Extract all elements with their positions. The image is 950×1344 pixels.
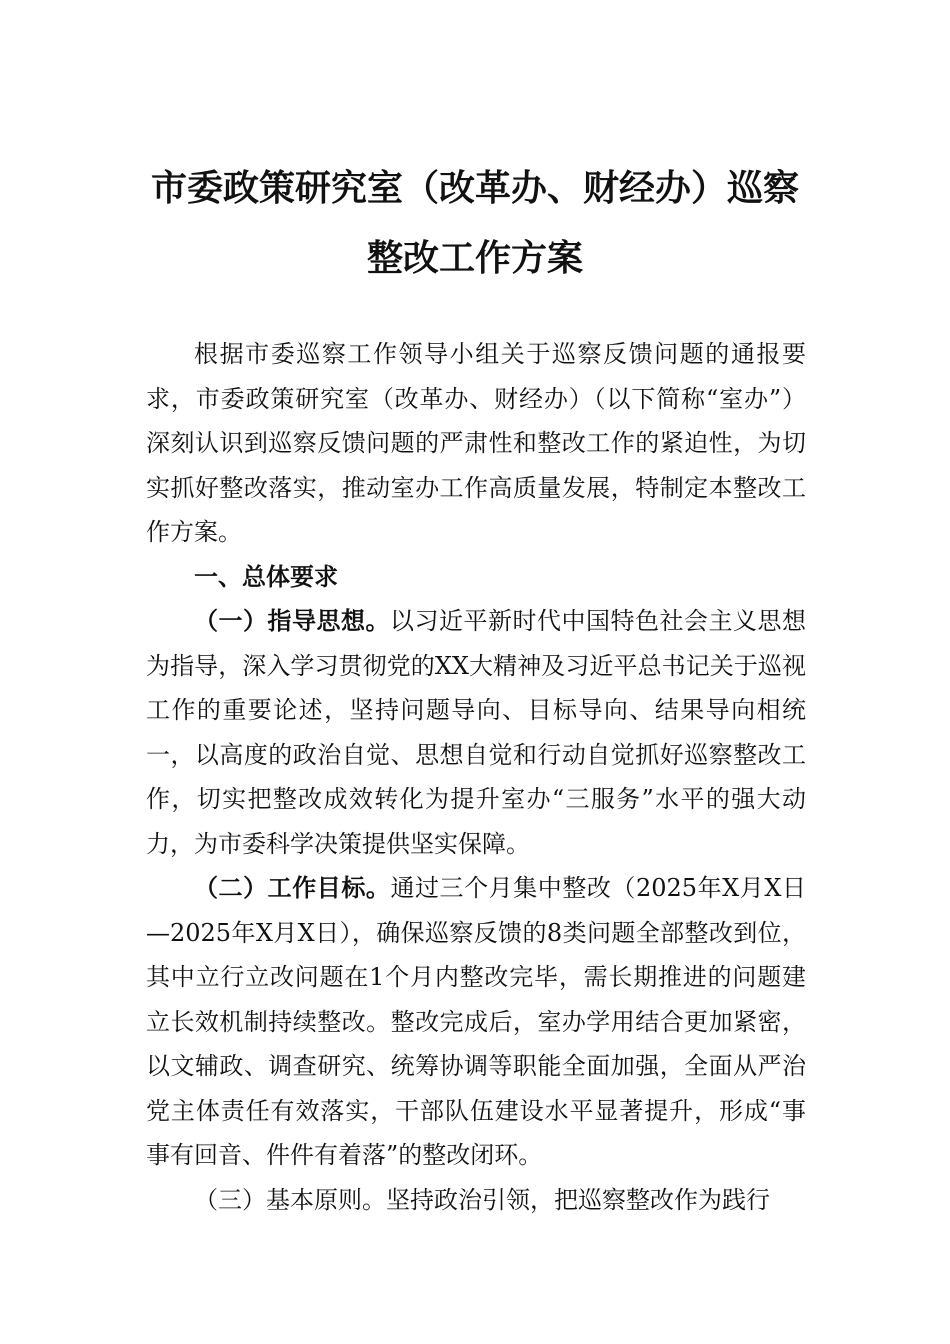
basic-principles-paragraph xyxy=(146,1178,806,1223)
document-title-line-2: 整改工作方案 xyxy=(366,237,583,279)
work-goal-label: （二）工作目标。 xyxy=(194,873,391,902)
work-goal-paragraph xyxy=(146,866,806,1178)
document-title-line-1: 市委政策研究室（改革办、财经办）巡察 xyxy=(150,167,799,209)
intro-paragraph: 根据市委巡察工作领导小组关于巡察反馈问题的通报要求，市委政策研究室（改革办、财经办）（以下简称“室办”）深刻认识到巡察反馈问题的严肃性和整改工作的紧迫性，为切实抓好整改落实，推动室办工作高质量发展，特制定本整改工作方案。 xyxy=(146,340,806,546)
work-goal-text: 通过三个月集中整改（2025年X月X日—2025年X月X日），确保巡察反馈的8类问题全部整改到位，其中立行立改问题在1个月内整改完毕，需长期推进的问题建立长效机制持续整改。整改完成后，室办学用结合更加紧密，以文辅政、调查研究、统筹协调等职能全面加强，全面从严治党主体责任有效落实，干部队伍建设水平显著提升，形成“事事有回音、件件有着落”的整改闭环。 xyxy=(146,874,807,1169)
document-body xyxy=(146,332,806,1222)
basic-principles-text: 坚持政治引领，把巡察整改作为践行 xyxy=(386,1185,770,1214)
guiding-ideology-text: 以习近平新时代中国特色社会主义思想为指导，深入学习贯彻党的XX大精神及习近平总书记关于巡视工作的重要论述，坚持问题导向、目标导向、结果导向相统一，以高度的政治自觉、思想自觉和行动自觉抓好巡察整改工作，切实把整改成效转化为提升室办“三服务”水平的强大动力，为市委科学决策提供坚实保障。 xyxy=(146,607,806,858)
guiding-ideology-label: （一）指导思想。 xyxy=(194,606,390,635)
section-heading-general-requirements: 一、总体要求 xyxy=(194,561,338,591)
basic-principles-label: （三）基本原则。 xyxy=(194,1185,386,1214)
guiding-ideology-paragraph xyxy=(146,599,806,866)
